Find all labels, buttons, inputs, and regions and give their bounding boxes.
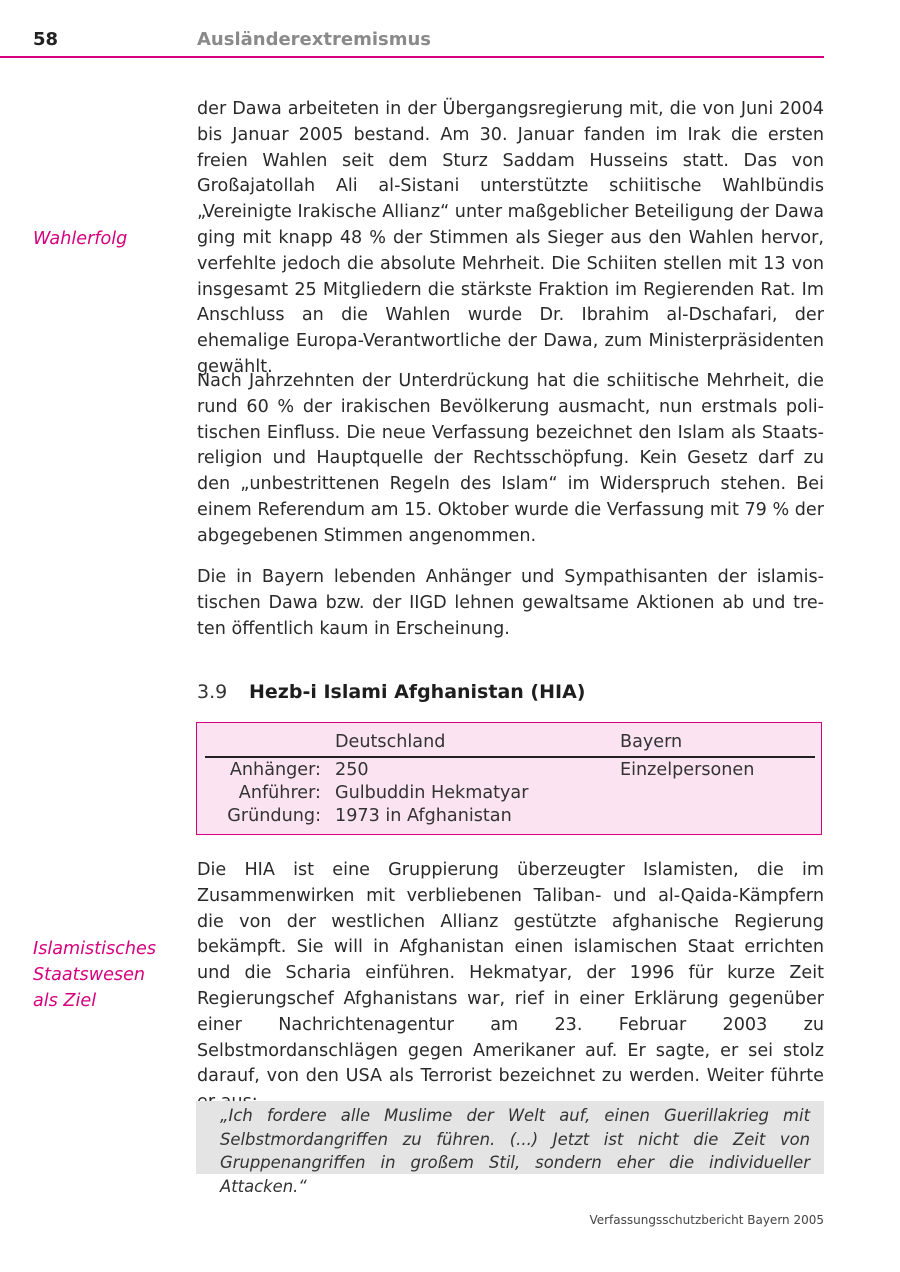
margin-note-line: Staatswesen [33, 964, 146, 985]
fact-box-label: Anführer: [238, 783, 321, 803]
fact-box-label: Anhänger: [229, 760, 321, 780]
section-number: 3.9 [197, 681, 228, 703]
fact-box-value-deutschland: Gulbuddin Hekmatyar [335, 783, 529, 803]
fact-box-value-deutschland: 1973 in Afghanistan [335, 806, 512, 826]
fact-box-value-deutschland: 250 [335, 760, 369, 780]
margin-note-line: Islamistisches [33, 939, 156, 959]
footer-text: Verfassungsschutzbericht Bayern 2005 [589, 1213, 824, 1227]
body-paragraph: der Dawa arbeiteten in der Übergangsregierung mit, die von Juni 2004 bis Januar 2005 bestand. Am 30. Januar fanden im Irak die ersten freien Wahlen seit dem Sturz Saddam Husseins statt. Das von Großajatollah Ali al-Sistani unterstützte schiitische Wahlbündis „Vereinigte Irakische Allianz“ unter maßgeblicher Beteiligung der Dawa ging mit knapp 48 % der Stimmen als Sieger aus den Wahlen hervor, verfehlte jedoch die absolute Mehrheit. Die Schiiten stellen mit 13 von insgesamt 25 Mitgliedern die stärkste Fraktion im Regierenden Rat. Im Anschluss an die Wahlen wurde Dr. Ibrahim al-Dschafari, der ehemalige Europa-Verantwortliche der Dawa, zum Ministerpräsidenten gewählt. [197, 99, 824, 377]
quote-text: „Ich fordere alle Muslime der Welt auf, einen Guerillakrieg mit Selbstmordangriffen zu führen. (...) Jetzt ist nicht die Zeit von Gruppenangriffen in großem Stil, sondern eher die individueller Attacken.“ [220, 1106, 810, 1196]
body-paragraph: Die HIA ist eine Gruppierung überzeugter Islamisten, die im Zusammenwirken mit verbliebenen Taliban- und al-Qaida-Kämpfern die von der westlichen Allianz gestützte afghanische Regierung bekämpft. Sie will in Afghanistan einen islamischen Staat errichten und die Scharia einführen. Hekmatyar, der 1996 für kurze Zeit Regierungschef Afghanistans war, rief in einer Erklärung gegenüber einer Nachrichtenagentur am 23. Februar 2003 zu Selbstmordanschlägen gegen Amerikaner auf. Er sagte, er sei stolz darauf, von den USA als Terrorist bezeichnet zu werden. Weiter führte [197, 860, 824, 1087]
fact-box-header-bayern: Bayern [620, 732, 683, 752]
fact-box [196, 722, 822, 835]
fact-box-header-deutschland: Deutschland [335, 732, 446, 752]
chapter-title: Ausländerextremismus [197, 29, 431, 50]
margin-note-line: als Ziel [33, 990, 97, 1011]
body-paragraph: Die in Bayern lebenden Anhänger und Sympathisanten der islamistischen Dawa bzw. der IIGD lehnen gewaltsame Aktionen ab und treten öffentlich kaum in Erscheinung. [197, 567, 824, 639]
fact-box-label: Gründung: [227, 806, 321, 826]
header-rule [0, 56, 824, 58]
page-number: 58 [33, 29, 59, 50]
margin-note-staatswesen [33, 937, 156, 1014]
margin-note-wahlerfolg [33, 227, 127, 253]
fact-box-value-bayern: Einzelpersonen [620, 760, 755, 780]
margin-note-line: Wahlerfolg [33, 229, 128, 249]
section-heading [197, 679, 585, 705]
fact-box-rule [205, 756, 815, 758]
section-title: Hezb-i Islami Afghanistan (HIA) [249, 681, 586, 703]
body-paragraph: Nach Jahrzehnten der Unterdrückung hat die schiitische Mehrheit, die rund 60 % der irakischen Bevölkerung ausmacht, nun erstmals politischen Einfluss. Die neue Verfassung bezeichnet den Islam als Staatsreligion und Hauptquelle der Rechtsschöpfung. Kein Gesetz darf zu den „unbestrittenen Regeln des Islam“ im Widerspruch stehen. Bei einem Referendum am 15. Oktober wurde die Verfassung mit 79 % der abgegebenen Stimmen angenommen. [197, 371, 824, 546]
quote-box [196, 1101, 824, 1196]
